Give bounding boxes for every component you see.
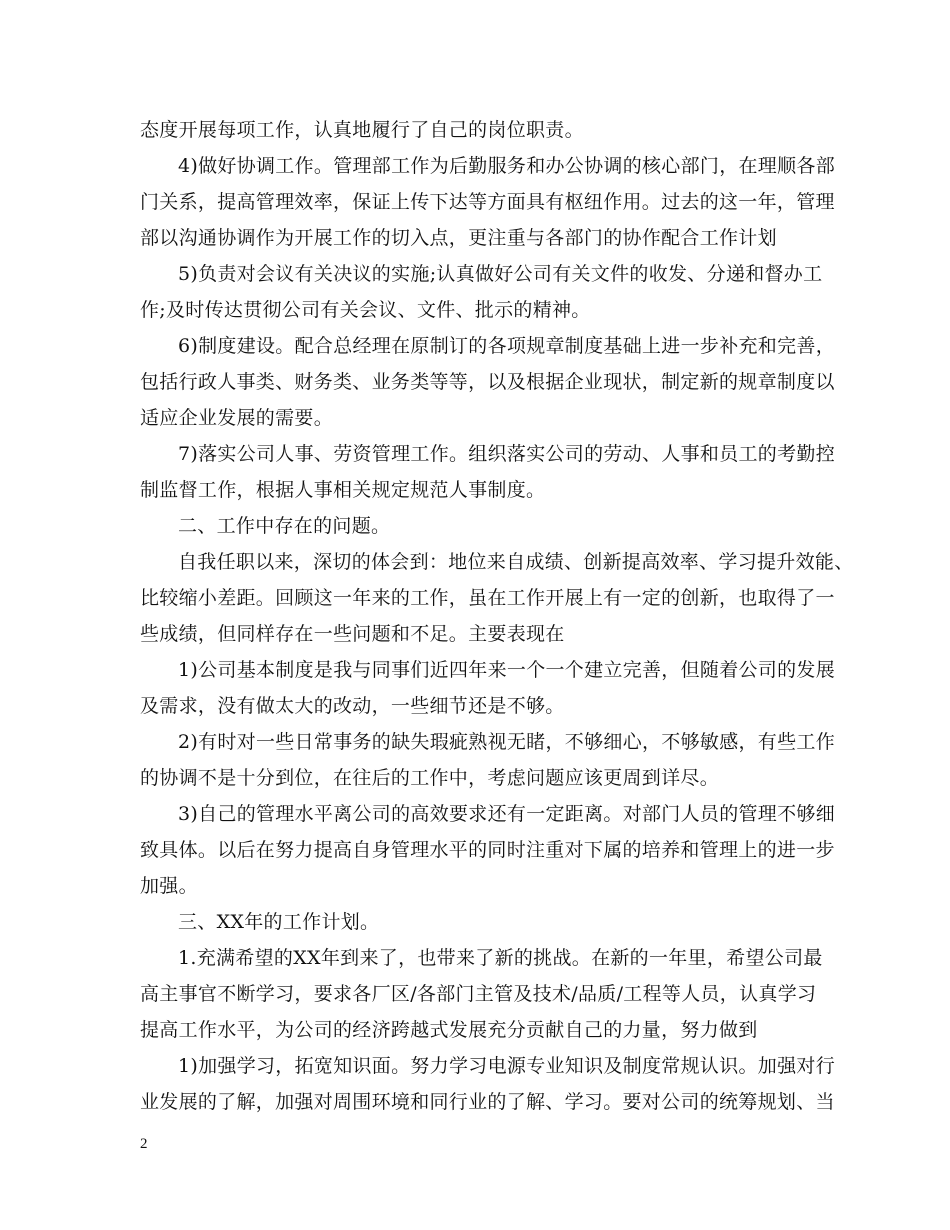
text-line: 1)加强学习，拓宽知识面。努力学习电源专业知识及制度常规认识。加强对行 [178, 1055, 836, 1077]
text-line: 三、XX年的工作计划。 [178, 911, 380, 933]
text-line: 高主事官不断学习，要求各厂区/各部门主管及技术/品质/工程等人员，认真学习 [140, 983, 817, 1005]
text-line: 6)制度建设。配合总经理在原制订的各项规章制度基础上进一步补充和完善， [178, 335, 836, 357]
text-line: 些成绩，但同样存在一些问题和不足。主要表现在 [140, 623, 565, 645]
text-line: 自我任职以来，深切的体会到：地位来自成绩、创新提高效率、学习提升效能、 [178, 551, 854, 573]
text-line: 作;及时传达贯彻公司有关会议、文件、批示的精神。 [140, 299, 591, 321]
text-line: 5)负责对会议有关决议的实施;认真做好公司有关文件的收发、分递和督办工 [178, 263, 823, 285]
text-line: 的协调不是十分到位，在往后的工作中，考虑问题应该更周到详尽。 [140, 767, 720, 789]
text-line: 及需求，没有做太大的改动，一些细节还是不够。 [140, 695, 565, 717]
text-line: 1)公司基本制度是我与同事们近四年来一个一个建立完善，但随着公司的发展 [178, 659, 836, 681]
text-line: 二、工作中存在的问题。 [178, 515, 391, 537]
document-body [140, 112, 854, 1120]
text-line: 2)有时对一些日常事务的缺失瑕疵熟视无睹，不够细心，不够敏感，有些工作 [178, 731, 836, 753]
text-line: 门关系，提高管理效率，保证上传下达等方面具有枢纽作用。过去的这一年，管理 [140, 191, 835, 213]
text-line: 适应企业发展的需要。 [140, 407, 334, 429]
text-line: 3)自己的管理水平离公司的高效要求还有一定距离。对部门人员的管理不够细 [178, 803, 836, 825]
text-line: 提高工作水平，为公司的经济跨越式发展充分贡献自己的力量，努力做到 [140, 1019, 758, 1041]
text-line: 致具体。以后在努力提高自身管理水平的同时注重对下属的培养和管理上的进一步 [140, 839, 835, 861]
page-number: 2 [140, 1136, 148, 1152]
text-line: 7)落实公司人事、劳资管理工作。组织落实公司的劳动、人事和员工的考勤控 [178, 443, 836, 465]
text-line: 业发展的了解，加强对周围环境和同行业的了解、学习。要对公司的统筹规划、当 [140, 1091, 835, 1113]
text-line: 态度开展每项工作，认真地履行了自己的岗位职责。 [140, 119, 584, 141]
text-line: 4)做好协调工作。管理部工作为后勤服务和办公协调的核心部门，在理顺各部 [178, 155, 836, 177]
text-line: 包括行政人事类、财务类、业务类等等，以及根据企业现状，制定新的规章制度以 [140, 371, 835, 393]
text-line: 部以沟通协调作为开展工作的切入点，更注重与各部门的协作配合工作计划 [140, 227, 777, 249]
text-line: 制监督工作，根据人事相关规定规范人事制度。 [140, 479, 546, 501]
text-line: 加强。 [140, 875, 198, 897]
text-line: 1.充满希望的XX年到来了，也带来了新的挑战。在新的一年里，希望公司最 [178, 947, 823, 969]
text-line: 比较缩小差距。回顾这一年来的工作，虽在工作开展上有一定的创新，也取得了一 [140, 587, 835, 609]
